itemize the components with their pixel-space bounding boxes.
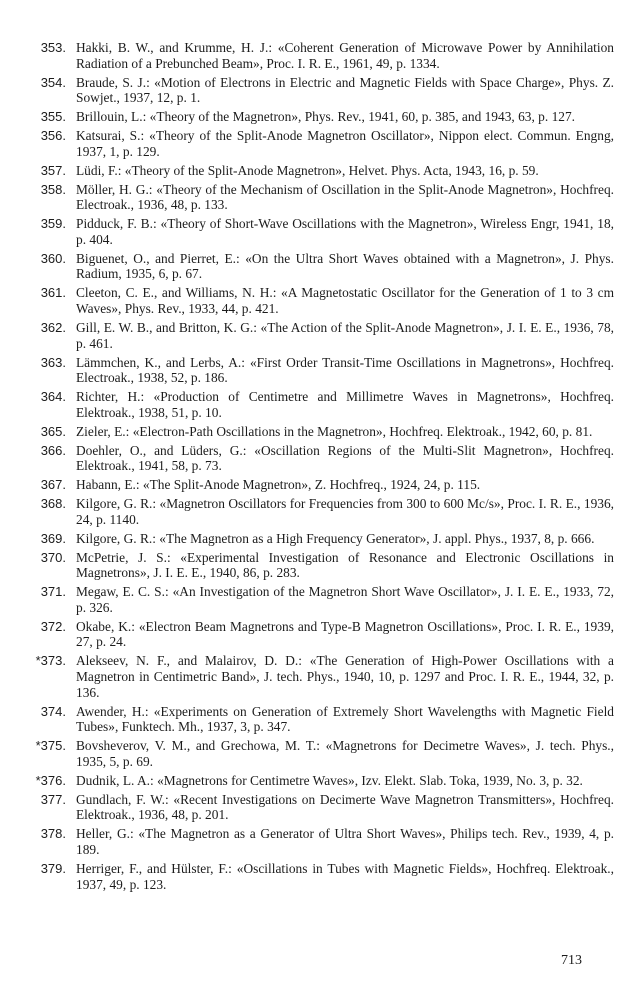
reference-text: Richter, H.: «Production of Centimetre and Millimetre Waves in Magnetrons», Hochfreq. Elektroak., 1938, 51, p. 10. <box>76 389 614 420</box>
reference-entry <box>0 861 644 892</box>
reference-text: Gill, E. W. B., and Britton, K. G.: «The Action of the Split-Anode Magnetron», J. I. E. E., 1936, 78, p. 461. <box>76 319 614 351</box>
reference-number: 359. <box>40 216 66 232</box>
reference-text: Lüdi, F.: «Theory of the Split-Anode Magnetron», Helvet. Phys. Acta, 1943, 16, p. 59. <box>76 162 539 178</box>
reference-text: McPetrie, J. S.: «Experimental Investigation of Resonance and Electronic Oscillations in Magnetrons», J. I. E. E., 1940, 86, p. 283. <box>76 549 614 581</box>
reference-entry <box>0 163 644 179</box>
reference-text: Heller, G.: «The Magnetron as a Generator of Ultra Short Waves», Philips tech. Rev., 1939, 4, p. 189. <box>76 826 614 858</box>
reference-text: Megaw, E. C. S.: «An Investigation of the Magnetron Short Wave Oscillator», J. I. E. E., 1933, 72, p. 326. <box>76 584 614 615</box>
reference-number: *375. <box>35 738 66 754</box>
reference-text: Habann, E.: «The Split-Anode Magnetron», Z. Hochfreq., 1924, 24, p. 115. <box>76 477 481 493</box>
reference-entry <box>0 40 644 71</box>
reference-number: 361. <box>40 285 66 301</box>
reference-list <box>0 40 644 896</box>
reference-number: *373. <box>35 653 66 669</box>
reference-text: Alekseev, N. F., and Malairov, D. D.: «The Generation of High-Power Oscillations with a Magnetron in Centimetric Band», J. tech. Phys., 1940, 10, p. 1297 and Proc. I. R. E., 1944, 32, p. 136. <box>76 653 614 700</box>
reference-number: 358. <box>40 181 66 197</box>
reference-number: 371. <box>40 584 66 600</box>
reference-entry <box>0 738 644 769</box>
reference-entry <box>0 550 644 581</box>
reference-text: Hakki, B. W., and Krumme, H. J.: «Coherent Generation of Microwave Power by Annihilation Radiation of a Prebunched Beam», Proc. I. R. E., 1961, 49, p. 1334. <box>76 40 614 71</box>
reference-text: Dudnik, L. A.: «Magnetrons for Centimetre Waves», Izv. Elekt. Slab. Toka, 1939, No. 3, p. 32. <box>76 772 583 788</box>
reference-text: Gundlach, F. W.: «Recent Investigations on Decimerte Wave Magnetron Transmitters», Hochfreq. Elektroak., 1936, 48, p. 201. <box>76 791 614 823</box>
reference-text: Okabe, K.: «Electron Beam Magnetrons and Type-B Magnetron Oscillations», Proc. I. R. E., 1939, 27, p. 24. <box>76 618 614 650</box>
reference-number: 370. <box>40 549 66 565</box>
reference-number: 355. <box>40 109 66 125</box>
reference-number: *376. <box>35 772 66 788</box>
reference-entry <box>0 704 644 735</box>
reference-number: 378. <box>40 826 66 842</box>
reference-entry <box>0 128 644 159</box>
reference-number: 357. <box>40 162 66 178</box>
reference-number: 379. <box>40 860 66 876</box>
reference-number: 364. <box>40 389 66 405</box>
reference-entry <box>0 285 644 316</box>
reference-number: 353. <box>40 40 66 55</box>
reference-text: Herriger, F., and Hülster, F.: «Oscillations in Tubes with Magnetic Fields», Hochfreq. Elektroak., 1937, 49, p. 123. <box>76 860 614 892</box>
page-number: 713 <box>561 953 582 968</box>
reference-text: Katsurai, S.: «Theory of the Split-Anode Magnetron Oscillator», Nippon elect. Commun. Engng, 1937, 1, p. 129. <box>76 128 614 159</box>
reference-number: 372. <box>40 618 66 634</box>
reference-text: Braude, S. J.: «Motion of Electrons in Electric and Magnetic Fields with Space Charge», Phys. Z. Sowjet., 1937, 12, p. 1. <box>76 74 614 106</box>
reference-entry <box>0 251 644 282</box>
reference-number: 374. <box>40 703 66 719</box>
reference-entry <box>0 531 644 547</box>
reference-entry <box>0 792 644 823</box>
reference-text: Lämmchen, K., and Lerbs, A.: «First Order Transit-Time Oscillations in Magnetrons», Hochfreq. Electroak., 1938, 52, p. 186. <box>76 354 614 386</box>
reference-number: 367. <box>40 477 66 493</box>
reference-entry <box>0 320 644 351</box>
reference-number: 368. <box>40 496 66 512</box>
reference-entry <box>0 653 644 700</box>
reference-text: Bovsheverov, V. M., and Grechowa, M. T.: «Magnetrons for Decimetre Waves», J. tech. Phys., 1935, 5, p. 69. <box>76 738 614 769</box>
reference-number: 363. <box>40 354 66 370</box>
reference-entry <box>0 355 644 386</box>
reference-number: 360. <box>40 250 66 266</box>
reference-number: 362. <box>40 319 66 335</box>
reference-text: Doehler, O., and Lüders, G.: «Oscillation Regions of the Multi-Slit Magnetron», Hochfreq. Elektroak., 1941, 58, p. 73. <box>76 442 614 474</box>
reference-text: Zieler, E.: «Electron-Path Oscillations in the Magnetron», Hochfreq. Elektroak., 1942, 60, p. 81. <box>76 423 593 439</box>
reference-number: 369. <box>40 530 66 546</box>
reference-text: Cleeton, C. E., and Williams, N. H.: «A Magnetostatic Oscillator for the Generation of 1 to 3 cm Waves», Phys. Rev., 1933, 44, p. 421. <box>76 285 614 317</box>
reference-number: 366. <box>40 442 66 458</box>
reference-entry <box>0 773 644 789</box>
reference-entry <box>0 496 644 527</box>
reference-entry <box>0 424 644 440</box>
reference-entry <box>0 584 644 615</box>
reference-entry <box>0 109 644 125</box>
reference-number: 365. <box>40 423 66 439</box>
reference-number: 377. <box>40 791 66 807</box>
reference-number: 356. <box>40 128 66 144</box>
reference-entry <box>0 75 644 106</box>
reference-text: Kilgore, G. R.: «Magnetron Oscillators for Frequencies from 300 to 600 Mc/s», Proc. I. R. E., 1936, 24, p. 1140. <box>76 496 614 527</box>
reference-number: 354. <box>40 74 66 90</box>
reference-text: Möller, H. G.: «Theory of the Mechanism of Oscillation in the Split-Anode Magnetron», Hochfreq. Electroak., 1936, 48, p. 133. <box>76 181 614 213</box>
reference-text: Biguenet, O., and Pierret, E.: «On the Ultra Short Waves obtained with a Magnetron», J. Phys. Radium, 1935, 6, p. 67. <box>76 250 614 282</box>
reference-entry <box>0 443 644 474</box>
reference-text: Awender, H.: «Experiments on Generation of Extremely Short Wavelengths with Magnetic Field Tubes», Funktech. Mh., 1937, 3, p. 347. <box>76 703 614 735</box>
reference-text: Kilgore, G. R.: «The Magnetron as a High Frequency Generator», J. appl. Phys., 1937, 8, p. 666. <box>76 530 595 546</box>
reference-entry <box>0 826 644 857</box>
reference-text: Pidduck, F. B.: «Theory of Short-Wave Oscillations with the Magnetron», Wireless Engr, 1941, 18, p. 404. <box>76 216 614 247</box>
reference-entry <box>0 619 644 650</box>
reference-entry <box>0 389 644 420</box>
reference-text: Brillouin, L.: «Theory of the Magnetron», Phys. Rev., 1941, 60, p. 385, and 1943, 63, p. 127. <box>76 109 576 125</box>
reference-entry <box>0 182 644 213</box>
reference-entry <box>0 477 644 493</box>
reference-entry <box>0 216 644 247</box>
